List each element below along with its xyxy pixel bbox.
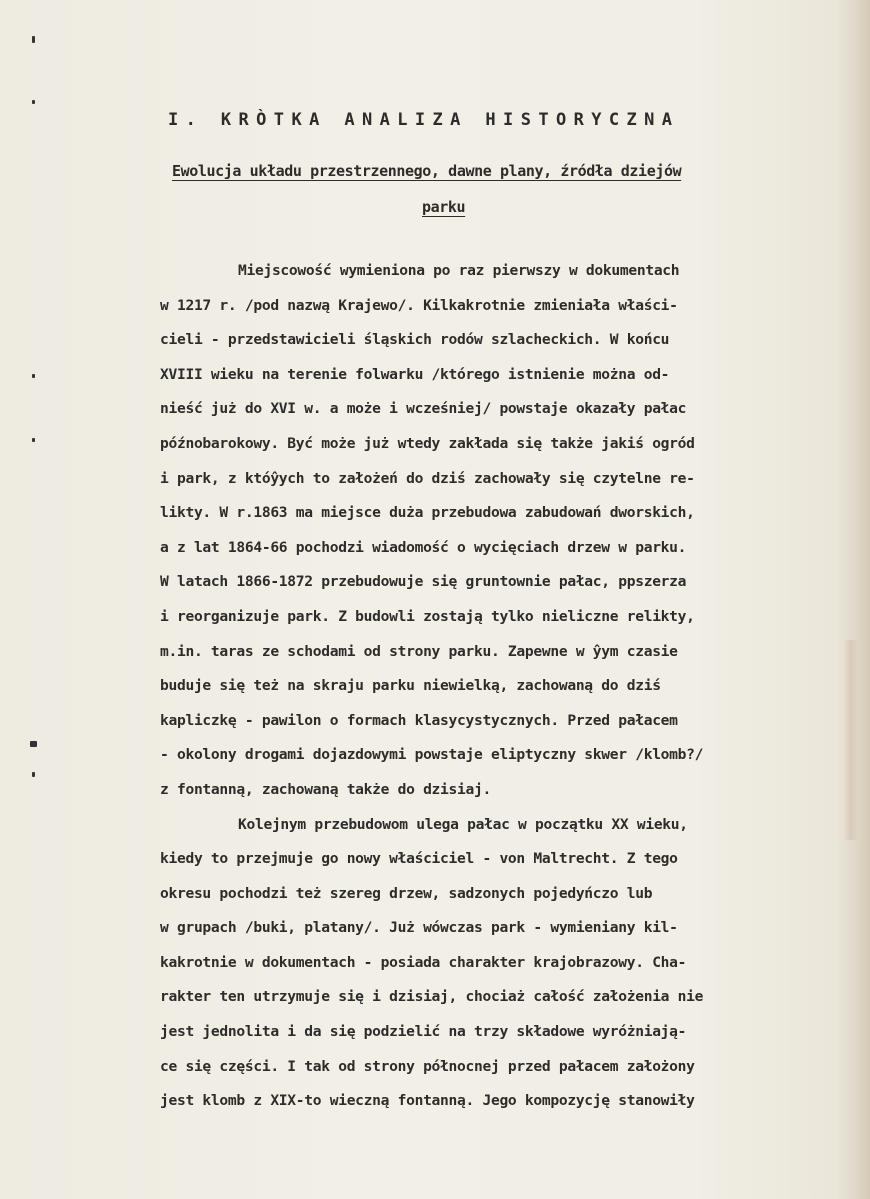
text-line: okresu pochodzi też szereg drzew, sadzonych pojedyńczo lub bbox=[160, 884, 653, 902]
text-line: ce się części. I tak od strony północnej przed pałacem założony bbox=[160, 1057, 695, 1075]
text-line: kapliczkę - pawilon o formach klasycystycznych. Przed pałacem bbox=[160, 711, 678, 729]
document-body bbox=[160, 254, 850, 1119]
text-line: cieli - przedstawicieli śląskich rodów szlacheckich. W końcu bbox=[160, 331, 670, 349]
punch-mark bbox=[32, 100, 35, 104]
punch-mark bbox=[30, 741, 37, 747]
section-title: I. KRÒTKA ANALIZA HISTORYCZNA bbox=[168, 110, 680, 130]
text-line: buduje się też na skraju parku niewielką, zachowaną do dziś bbox=[160, 677, 661, 695]
text-line: z fontanną, zachowaną także do dzisiaj. bbox=[160, 780, 491, 798]
punch-mark bbox=[32, 36, 35, 43]
text-line: m.in. taras ze schodami od strony parku. Zapewne w ŷym czasie bbox=[160, 642, 678, 660]
text-line: kakrotnie w dokumentach - posiada charakter krajobrazowy. Cha- bbox=[160, 953, 687, 971]
text-line: kiedy to przejmuje go nowy właściciel - von Maltrecht. Z tego bbox=[160, 850, 678, 868]
punch-mark bbox=[32, 772, 35, 777]
text-line: w grupach /buki, platany/. Już wówczas park - wymieniany kil- bbox=[160, 919, 678, 937]
text-line: likty. W r.1863 ma miejsce duża przebudowa zabudowań dworskich, bbox=[160, 504, 695, 522]
text-line: w 1217 r. /pod nazwą Krajewo/. Kilkakrotnie zmieniała właści- bbox=[160, 296, 678, 314]
text-line: - okolony drogami dojazdowymi powstaje eliptyczny skwer /klomb?/ bbox=[160, 746, 704, 764]
text-line: W latach 1866-1872 przebudowuje się gruntownie pałac, ppszerza bbox=[160, 573, 687, 591]
section-subtitle-line-1: Ewolucja układu przestrzennego, dawne plany, źródła dziejów bbox=[172, 162, 682, 180]
text-line: późnobarokowy. Być może już wtedy zakłada się także jakiś ogród bbox=[160, 434, 695, 452]
text-line: rakter ten utrzymuje się i dzisiaj, chociaż całość założenia nie bbox=[160, 988, 704, 1006]
text-line: Kolejnym przebudowom ulega pałac w początku XX wieku, bbox=[238, 815, 688, 833]
text-line: jest jednolita i da się podzielić na trzy składowe wyróżniają- bbox=[160, 1023, 687, 1041]
text-line: i park, z któŷych to założeń do dziś zachowały się czytelne re- bbox=[160, 469, 695, 487]
text-line: a z lat 1864-66 pochodzi wiadomość o wycięciach drzew w parku. bbox=[160, 538, 687, 556]
text-line: Miejscowość wymieniona po raz pierwszy w dokumentach bbox=[238, 262, 680, 279]
text-line: XVIII wieku na terenie folwarku /którego istnienie można od- bbox=[160, 365, 670, 383]
text-line: jest klomb z XIX-to wieczną fontanną. Jego kompozycję stanowiły bbox=[160, 1092, 695, 1110]
punch-mark bbox=[32, 438, 35, 442]
punch-mark bbox=[32, 374, 35, 378]
section-subtitle-line-2: parku bbox=[422, 198, 466, 216]
text-line: nieść już do XVI w. a może i wcześniej/ powstaje okazały pałac bbox=[160, 400, 687, 418]
text-line: i reorganizuje park. Z budowli zostają tylko nieliczne relikty, bbox=[160, 607, 695, 625]
